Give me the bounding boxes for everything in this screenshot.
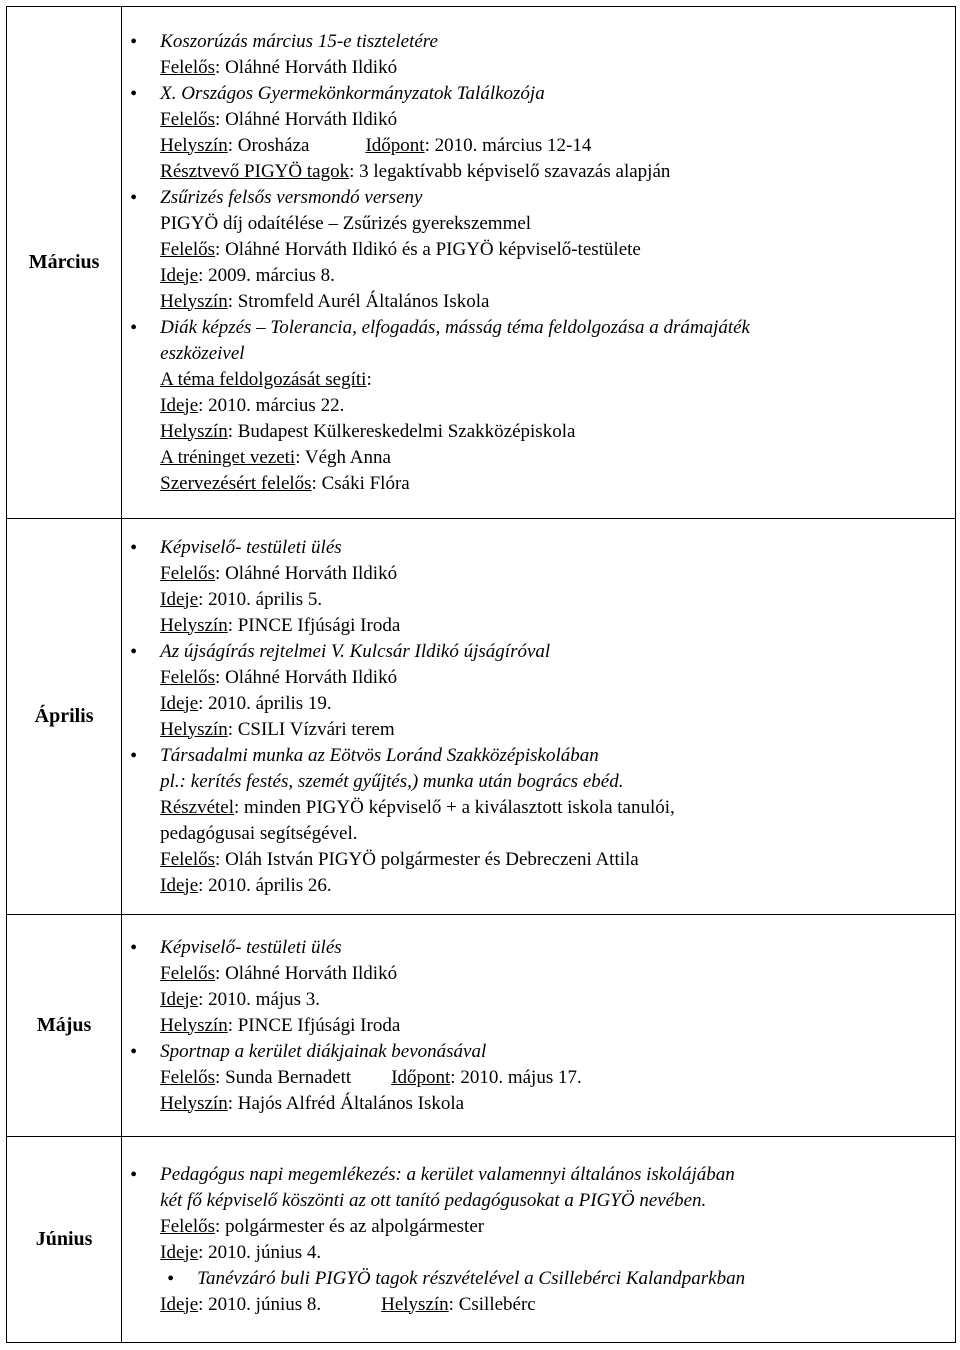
row-junius [7, 1137, 956, 1343]
month-cell: Március [7, 7, 122, 519]
field-label: Felelős [160, 562, 216, 584]
field-value: : Oláhné Horváth Ildikó [215, 562, 398, 584]
field-value: : PINCE Ifjúsági Iroda [227, 1014, 401, 1036]
month-cell: Május [7, 915, 122, 1137]
field-value: : Oláhné Horváth Ildikó [215, 962, 398, 984]
field-label: Helyszín [160, 614, 228, 636]
field-label: Résztvevő PIGYÖ tagok [160, 160, 350, 182]
field-value: : 2010. június 4. [198, 1241, 322, 1263]
field-label: Helyszín [160, 290, 228, 312]
field-value: : Stromfeld Aurél Általános Iskola [227, 290, 490, 312]
event-title: • Képviselő- testületi ülés [0, 535, 750, 561]
field-label: Ideje [160, 1293, 199, 1315]
events-cell [122, 915, 956, 1137]
field-label: Felelős [160, 56, 216, 78]
field-label: Felelős [160, 848, 216, 870]
field-label: Helyszín [160, 420, 228, 442]
field-label: Felelős [160, 962, 216, 984]
field-label: Helyszín [381, 1293, 449, 1315]
field-value: : 3 legaktívabb képviselő szavazás alapján [349, 160, 671, 182]
month-cell: Április [7, 519, 122, 915]
field-label: Időpont [391, 1066, 451, 1088]
field-value: : 2010. április 5. [198, 588, 323, 610]
event-title: • Társadalmi munka az Eötvös Loránd Szakközépiskolában [0, 743, 750, 769]
field-value: : 2010. május 17. [450, 1066, 582, 1088]
field-label: A téma feldolgozását segíti [160, 368, 367, 390]
field-label: A tréninget vezeti [160, 446, 296, 468]
field-value: : polgármester és az alpolgármester [215, 1215, 485, 1237]
field-value: : Hajós Alfréd Általános Iskola [227, 1092, 465, 1114]
event-title: • Sportnap a kerület diákjainak bevonásával [0, 1039, 750, 1065]
field-value: : Oláhné Horváth Ildikó [215, 56, 398, 78]
field-label: Helyszín [160, 1014, 228, 1036]
field-label: Felelős [160, 666, 216, 688]
field-label: Helyszín [160, 134, 228, 156]
event-title: • X. Országos Gyermekönkormányzatok Találkozója [0, 81, 750, 107]
field-value: : [366, 368, 372, 390]
event-title: • Diák képzés – Tolerancia, elfogadás, másság téma feldolgozása a drámajáték [0, 315, 750, 341]
field-value: : Csillebérc [448, 1293, 536, 1315]
field-value: : 2009. március 8. [198, 264, 335, 286]
event-title: • Pedagógus napi megemlékezés: a kerület valamennyi általános iskolájában [0, 1162, 750, 1188]
field-value: : 2010. június 8. [198, 1293, 322, 1315]
events-cell [122, 1137, 956, 1343]
event-title-cont: eszközeivel [160, 342, 245, 364]
field-value: : Oláh István PIGYÖ polgármester és Debreczeni Attila [215, 848, 639, 870]
field-label: Ideje [160, 692, 199, 714]
field-value: : Orosháza [227, 134, 310, 156]
field-label: Időpont [365, 134, 425, 156]
field-value: : PINCE Ifjúsági Iroda [227, 614, 401, 636]
field-value: : CSILI Vízvári terem [227, 718, 395, 740]
field-label: Ideje [160, 394, 199, 416]
event-title-cont: két fő képviselő köszönti az ott tanító pedagógusokat a PIGYÖ nevében. [160, 1189, 707, 1211]
row-marcius [7, 7, 956, 519]
field-value: : 2010. május 3. [198, 988, 321, 1010]
field-value: : minden PIGYÖ képviselő + a kiválasztott iskola tanulói, [234, 796, 675, 818]
event-title: • Képviselő- testületi ülés [0, 935, 750, 961]
field-value: : Csáki Flóra [311, 472, 410, 494]
month-cell: Június [7, 1137, 122, 1343]
field-label: Helyszín [160, 718, 228, 740]
field-value: : Budapest Külkereskedelmi Szakközépiskola [227, 420, 576, 442]
field-label: Felelős [160, 238, 216, 260]
field-label: Ideje [160, 588, 199, 610]
field-label: Felelős [160, 1066, 216, 1088]
field-value: : Sunda Bernadett [215, 1066, 352, 1088]
field-label: Szervezésért felelős [160, 472, 312, 494]
row-majus [7, 915, 956, 1137]
field-label: Helyszín [160, 1092, 228, 1114]
event-title: • Az újságírás rejtelmei V. Kulcsár Ildikó újságíróval [0, 639, 750, 665]
field-label: Ideje [160, 1241, 199, 1263]
field-value: : Oláhné Horváth Ildikó [215, 666, 398, 688]
event-title: • Tanévzáró buli PIGYÖ tagok részvételével a Csillebérci Kalandparkban [0, 1266, 750, 1292]
event-title: • Koszorúzás március 15-e tiszteletére [0, 29, 750, 55]
events-cell [122, 519, 956, 915]
events-cell [122, 7, 956, 519]
field-value: : Oláhné Horváth Ildikó [215, 108, 398, 130]
field-label: Felelős [160, 108, 216, 130]
event-line: pedagógusai segítségével. [160, 822, 358, 844]
field-value: : 2010. április 26. [198, 874, 332, 896]
field-label: Ideje [160, 988, 199, 1010]
field-label: Ideje [160, 874, 199, 896]
field-label: Részvétel [160, 796, 235, 818]
field-label: Felelős [160, 1215, 216, 1237]
row-aprilis [7, 519, 956, 915]
event-title: • Zsűrizés felsős versmondó verseny [0, 185, 750, 211]
schedule-table [6, 6, 956, 1343]
event-line: PIGYÖ díj odaítélése – Zsűrizés gyerekszemmel [160, 212, 532, 234]
field-value: : 2010. április 19. [198, 692, 332, 714]
field-label: Ideje [160, 264, 199, 286]
field-value: : 2010. március 12-14 [424, 134, 592, 156]
field-value: : Oláhné Horváth Ildikó és a PIGYÖ képviselő-testülete [215, 238, 641, 260]
field-value: : 2010. március 22. [198, 394, 345, 416]
event-title-cont: pl.: kerítés festés, szemét gyűjtés,) munka után bogrács ebéd. [160, 770, 624, 792]
field-value: : Végh Anna [295, 446, 391, 468]
